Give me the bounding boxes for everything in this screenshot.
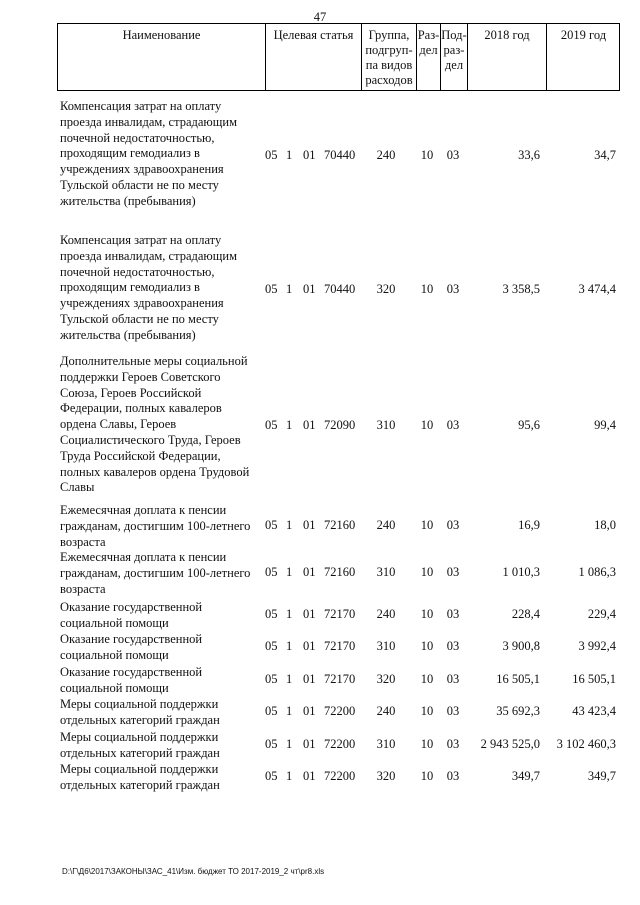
row-name: Ежемесячная доплата к пенсии гражданам, достигшим 100-летнего возраста [60,550,251,596]
header-year-2018: 2018 год [467,24,546,90]
section-code: 10 [420,148,434,162]
subsection-code: 03 [446,639,460,653]
subsection-code: 03 [446,737,460,751]
subsection-code: 03 [446,282,460,296]
target-article-part: 1 [286,639,293,653]
target-article-part: 01 [303,704,316,718]
target-article-part: 70440 [324,148,356,162]
target-article-part: 01 [303,639,316,653]
section-code: 10 [420,704,434,718]
row-name: Компенсация затрат на оплату проезда инвалидам, страдающим почечной недостаточностью, проходящим гемодиализ в учреждениях здравоохранения Тульской области не по месту жительства (пребывания) [60,99,237,208]
target-article-part: 1 [286,607,293,621]
expense-group: 320 [376,672,396,686]
target-article-part: 1 [286,704,293,718]
header-section: Раз- дел [416,24,440,90]
target-article-part: 72200 [324,737,356,751]
target-article-part: 01 [303,282,316,296]
target-article-part: 1 [286,737,293,751]
target-article-part: 05 [265,737,278,751]
target-article-part: 01 [303,418,316,432]
target-article-part: 1 [286,418,293,432]
target-article-part: 1 [286,672,293,686]
target-article-part: 1 [286,282,293,296]
amount-2019: 43 423,4 [572,704,616,718]
target-article-part: 72200 [324,769,356,783]
target-article-part: 1 [286,518,293,532]
header-target-article: Целевая статья [265,24,361,90]
header-group: Группа, подгруп- па видов расходов [361,24,416,90]
amount-2018: 16 505,1 [496,672,540,686]
amount-2018: 1 010,3 [502,565,540,579]
amount-2018: 95,6 [518,418,540,432]
target-article-part: 1 [286,148,293,162]
target-article-part: 01 [303,607,316,621]
row-name: Меры социальной поддержки отдельных категорий граждан [60,730,220,760]
header-subsection: Под- раз- дел [440,24,467,90]
row-name: Компенсация затрат на оплату проезда инвалидам, страдающим почечной недостаточностью, проходящим гемодиализ в учреждениях здравоохранения Тульской области не по месту жительства (пребывания) [60,233,237,342]
amount-2018: 3 358,5 [502,282,540,296]
header-name: Наименование [122,28,201,42]
subsection-code: 03 [446,607,460,621]
target-article-part: 05 [265,282,278,296]
amount-2019: 3 474,4 [578,282,616,296]
row-name: Оказание государственной социальной помощи [60,632,203,662]
row-name: Оказание государственной социальной помощи [60,665,203,695]
expense-group: 240 [376,518,396,532]
target-article-part: 05 [265,769,278,783]
target-article-part: 01 [303,148,316,162]
amount-2019: 18,0 [594,518,616,532]
subsection-code: 03 [446,148,460,162]
section-code: 10 [420,565,434,579]
section-code: 10 [420,737,434,751]
subsection-code: 03 [446,565,460,579]
subsection-code: 03 [446,418,460,432]
target-article-part: 72160 [324,565,356,579]
subsection-code: 03 [446,518,460,532]
expense-group: 310 [376,565,396,579]
amount-2018: 349,7 [511,769,540,783]
amount-2019: 3 992,4 [578,639,616,653]
expense-group: 240 [376,704,396,718]
section-code: 10 [420,282,434,296]
amount-2018: 2 943 525,0 [480,737,540,751]
expense-group: 320 [376,282,396,296]
amount-2019: 34,7 [594,148,616,162]
target-article-part: 05 [265,518,278,532]
amount-2018: 35 692,3 [496,704,540,718]
amount-2019: 1 086,3 [578,565,616,579]
section-code: 10 [420,518,434,532]
row-name: Дополнительные меры социальной поддержки Героев Советского Союза, Героев Российской Федерации, полных кавалеров ордена Славы, Героев Социалистического Труда, Героев Труда Российской Федерации, полных кавалеров ордена Трудовой Славы [60,354,250,495]
amount-2018: 228,4 [511,607,540,621]
row-name: Меры социальной поддержки отдельных категорий граждан [60,697,220,727]
table-header [57,23,620,91]
target-article-part: 01 [303,672,316,686]
target-article-part: 05 [265,672,278,686]
target-article-part: 1 [286,769,293,783]
target-article-part: 1 [286,565,293,579]
subsection-code: 03 [446,672,460,686]
page-number: 47 [313,10,327,24]
target-article-part: 72200 [324,704,356,718]
amount-2019: 349,7 [587,769,616,783]
section-code: 10 [420,418,434,432]
expense-group: 240 [376,148,396,162]
row-name: Ежемесячная доплата к пенсии гражданам, достигшим 100-летнего возраста [60,503,251,549]
target-article-part: 05 [265,565,278,579]
target-article-part: 01 [303,518,316,532]
target-article-part: 72170 [324,639,356,653]
row-name: Оказание государственной социальной помощи [60,600,203,630]
expense-group: 310 [376,737,396,751]
section-code: 10 [420,639,434,653]
target-article-part: 72160 [324,518,356,532]
amount-2019: 16 505,1 [572,672,616,686]
file-path-footer: D:\Г\Д6\2017\ЗАКОНЫ\ЗАС_41\Изм. бюджет ТО 2017-2019_2 чт\pr8.xls [62,867,325,876]
subsection-code: 03 [446,769,460,783]
target-article-part: 72090 [324,418,356,432]
amount-2019: 3 102 460,3 [556,737,616,751]
row-name: Меры социальной поддержки отдельных категорий граждан [60,762,220,792]
amount-2018: 3 900,8 [502,639,540,653]
target-article-part: 01 [303,737,316,751]
section-code: 10 [420,607,434,621]
amount-2019: 99,4 [594,418,616,432]
amount-2018: 33,6 [518,148,540,162]
expense-group: 310 [376,639,396,653]
target-article-part: 05 [265,148,278,162]
target-article-part: 05 [265,704,278,718]
header-year-2019: 2019 год [546,24,620,90]
target-article-part: 72170 [324,607,356,621]
target-article-part: 70440 [324,282,356,296]
target-article-part: 05 [265,639,278,653]
subsection-code: 03 [446,704,460,718]
amount-2019: 229,4 [587,607,616,621]
target-article-part: 72170 [324,672,356,686]
section-code: 10 [420,672,434,686]
expense-group: 320 [376,769,396,783]
target-article-part: 01 [303,769,316,783]
target-article-part: 01 [303,565,316,579]
expense-group: 310 [376,418,396,432]
amount-2018: 16,9 [518,518,540,532]
target-article-part: 05 [265,418,278,432]
target-article-part: 05 [265,607,278,621]
expense-group: 240 [376,607,396,621]
section-code: 10 [420,769,434,783]
